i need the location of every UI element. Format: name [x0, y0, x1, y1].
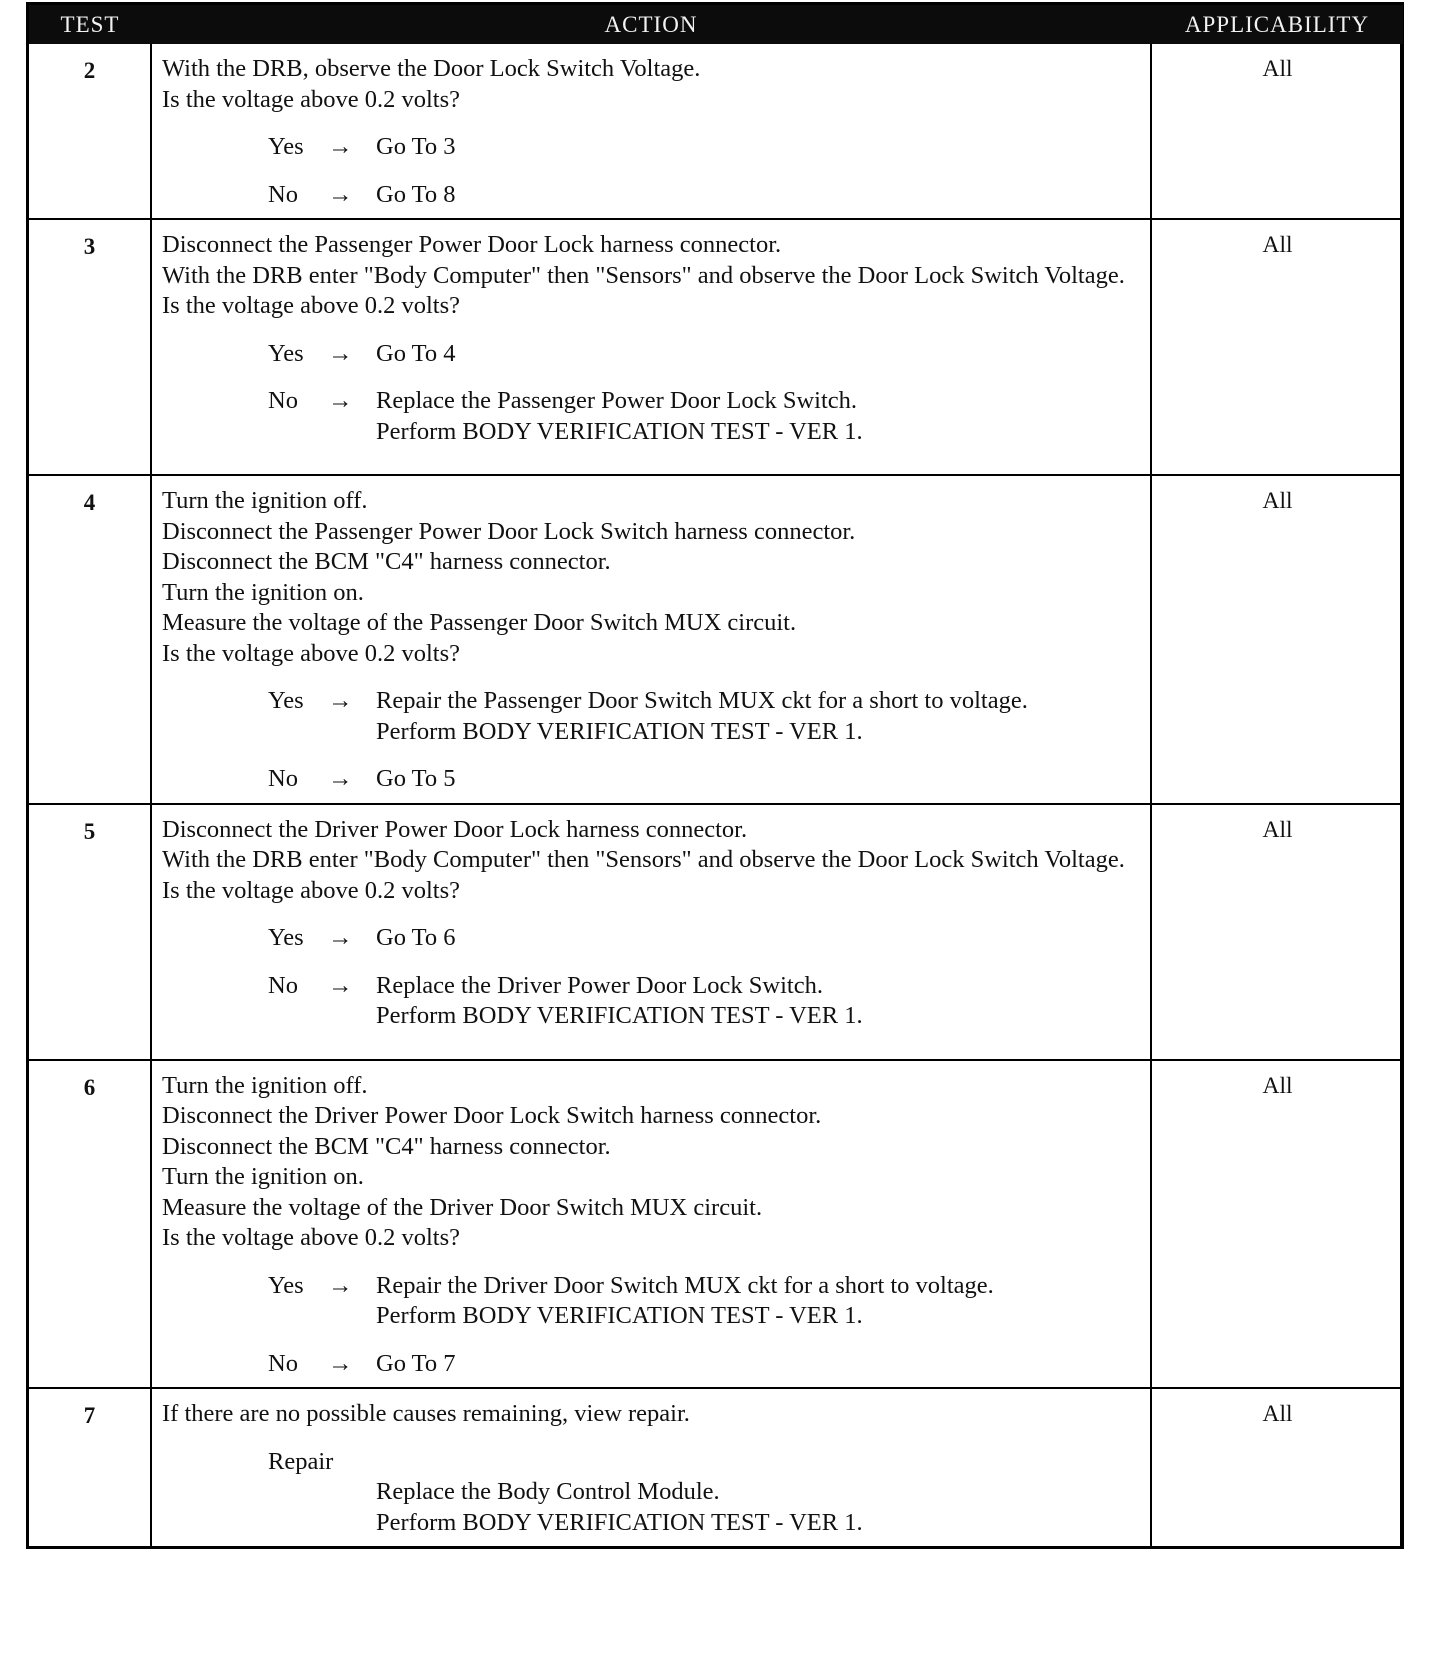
yes-result: [376, 686, 1142, 747]
action-cell: [151, 804, 1151, 1060]
instruction-line: Turn the ignition off.: [162, 487, 368, 514]
table-row: [29, 219, 1403, 475]
instruction-line: Is the voltage above 0.2 volts?: [162, 876, 461, 904]
test-table: [29, 5, 1403, 1546]
arrow-right-icon: →: [328, 1271, 353, 1299]
table-row: [29, 1388, 1403, 1546]
yes-label: Yes: [268, 339, 304, 367]
yes-label: Yes: [268, 1271, 304, 1299]
instruction-line: Turn the ignition off.: [162, 1071, 368, 1099]
repair-line: Perform BODY VERIFICATION TEST - VER 1.: [376, 1508, 863, 1536]
test-number: 6: [29, 1060, 151, 1389]
table-row: [29, 1060, 1403, 1389]
yes-branch: [162, 132, 1142, 163]
arrow-right-icon: →: [328, 687, 353, 714]
no-branch: [162, 1349, 1142, 1380]
no-result: [376, 764, 1142, 795]
instruction-line: Is the voltage above 0.2 volts?: [162, 639, 461, 667]
instruction-line: Is the voltage above 0.2 volts?: [162, 292, 461, 319]
repair-line: Replace the Body Control Module.: [376, 1478, 720, 1505]
header-test: TEST: [29, 5, 151, 44]
yes-result: [376, 1271, 1142, 1332]
test-number: 4: [29, 475, 151, 804]
diagnostic-test-table: [26, 2, 1404, 1549]
applicability-value: All: [1262, 56, 1293, 82]
yes-result: [376, 339, 1142, 370]
instruction-line: Turn the ignition on.: [162, 1163, 364, 1190]
instruction-line: With the DRB, observe the Door Lock Switch Voltage.: [162, 55, 701, 82]
result-line: Go To 8: [376, 180, 456, 208]
result-line: Perform BODY VERIFICATION TEST - VER 1.: [376, 417, 863, 445]
arrow-right-icon: →: [328, 133, 353, 160]
yes-branch: [162, 923, 1142, 954]
no-label: No: [268, 180, 298, 208]
yes-branch: [162, 686, 1142, 747]
table-row: [29, 804, 1403, 1060]
result-line: Replace the Passenger Power Door Lock Switch.: [376, 387, 858, 414]
no-label: No: [268, 971, 298, 999]
yes-result: [376, 132, 1142, 163]
no-label: No: [268, 1349, 298, 1377]
result-line: Repair the Driver Door Switch MUX ckt for a short to voltage.: [376, 1271, 994, 1299]
result-line: Perform BODY VERIFICATION TEST - VER 1.: [376, 1002, 863, 1029]
instruction-line: Disconnect the BCM "C4" harness connector.: [162, 548, 611, 575]
arrow-right-icon: →: [328, 1349, 353, 1377]
instruction-line: If there are no possible causes remaining, view repair.: [162, 1400, 690, 1427]
applicability-value: All: [1151, 1060, 1403, 1389]
repair-label: Repair: [268, 1447, 334, 1475]
instruction-line: Disconnect the Passenger Power Door Lock harness connector.: [162, 231, 782, 258]
action-cell: [151, 475, 1151, 804]
action-cell: [151, 1388, 1151, 1546]
yes-result: [376, 923, 1142, 954]
header-action: ACTION: [151, 5, 1151, 44]
applicability-value: All: [1151, 1388, 1403, 1546]
instruction-line: Is the voltage above 0.2 volts?: [162, 1224, 461, 1251]
table-body: [29, 44, 1403, 1546]
table-row: [29, 475, 1403, 804]
instruction-line: Measure the voltage of the Passenger Door Switch MUX circuit.: [162, 609, 797, 636]
applicability-value: All: [1151, 219, 1403, 475]
result-line: Go To 5: [376, 765, 456, 792]
arrow-right-icon: →: [328, 387, 353, 414]
test-number: 2: [29, 44, 151, 219]
arrow-right-icon: →: [328, 924, 353, 951]
arrow-right-icon: →: [328, 180, 353, 208]
instruction-line: Disconnect the Passenger Power Door Lock Switch harness connector.: [162, 517, 856, 545]
arrow-right-icon: →: [328, 339, 353, 367]
no-result: [376, 971, 1142, 1032]
result-line: Go To 3: [376, 133, 456, 160]
result-line: Go To 7: [376, 1349, 456, 1377]
header-applicability: APPLICABILITY: [1151, 5, 1403, 44]
test-number: 7: [29, 1388, 151, 1546]
result-line: Perform BODY VERIFICATION TEST - VER 1.: [376, 1302, 863, 1329]
yes-label: Yes: [268, 924, 304, 951]
test-number: 3: [29, 219, 151, 475]
instruction-line: With the DRB enter "Body Computer" then "Sensors" and observe the Door Lock Switch Voltage.: [162, 846, 1125, 873]
instruction-line: Measure the voltage of the Driver Door Switch MUX circuit.: [162, 1193, 763, 1221]
no-result: [376, 386, 1142, 447]
no-label: No: [268, 387, 298, 414]
no-branch: [162, 764, 1142, 795]
result-line: Replace the Driver Power Door Lock Switch.: [376, 971, 823, 999]
table-row: [29, 44, 1403, 219]
applicability-value: All: [1151, 804, 1403, 1060]
no-branch: [162, 971, 1142, 1032]
action-cell: [151, 1060, 1151, 1389]
yes-branch: [162, 339, 1142, 370]
result-line: Go To 6: [376, 924, 456, 951]
applicability-value: All: [1151, 475, 1403, 804]
instruction-line: Is the voltage above 0.2 volts?: [162, 85, 461, 113]
result-line: Repair the Passenger Door Switch MUX ckt for a short to voltage.: [376, 687, 1028, 714]
instruction-line: With the DRB enter "Body Computer" then "Sensors" and observe the Door Lock Switch Voltage.: [162, 261, 1125, 289]
instruction-line: Disconnect the Driver Power Door Lock Switch harness connector.: [162, 1102, 822, 1129]
action-cell: [151, 44, 1151, 219]
result-line: Perform BODY VERIFICATION TEST - VER 1.: [376, 717, 863, 745]
arrow-right-icon: →: [328, 765, 353, 792]
instruction-line: Disconnect the BCM "C4" harness connector.: [162, 1132, 611, 1160]
no-result: [376, 180, 1142, 211]
test-number: 5: [29, 804, 151, 1060]
instruction-line: Disconnect the Driver Power Door Lock harness connector.: [162, 815, 748, 843]
no-result: [376, 1349, 1142, 1380]
instruction-line: Turn the ignition on.: [162, 578, 364, 606]
header-row: [29, 5, 1403, 44]
yes-label: Yes: [268, 687, 304, 714]
result-line: Go To 4: [376, 339, 456, 367]
action-cell: [151, 219, 1151, 475]
yes-branch: [162, 1271, 1142, 1332]
arrow-right-icon: →: [328, 971, 353, 999]
yes-label: Yes: [268, 133, 304, 160]
no-label: No: [268, 765, 298, 792]
no-branch: [162, 180, 1142, 211]
no-branch: [162, 386, 1142, 447]
